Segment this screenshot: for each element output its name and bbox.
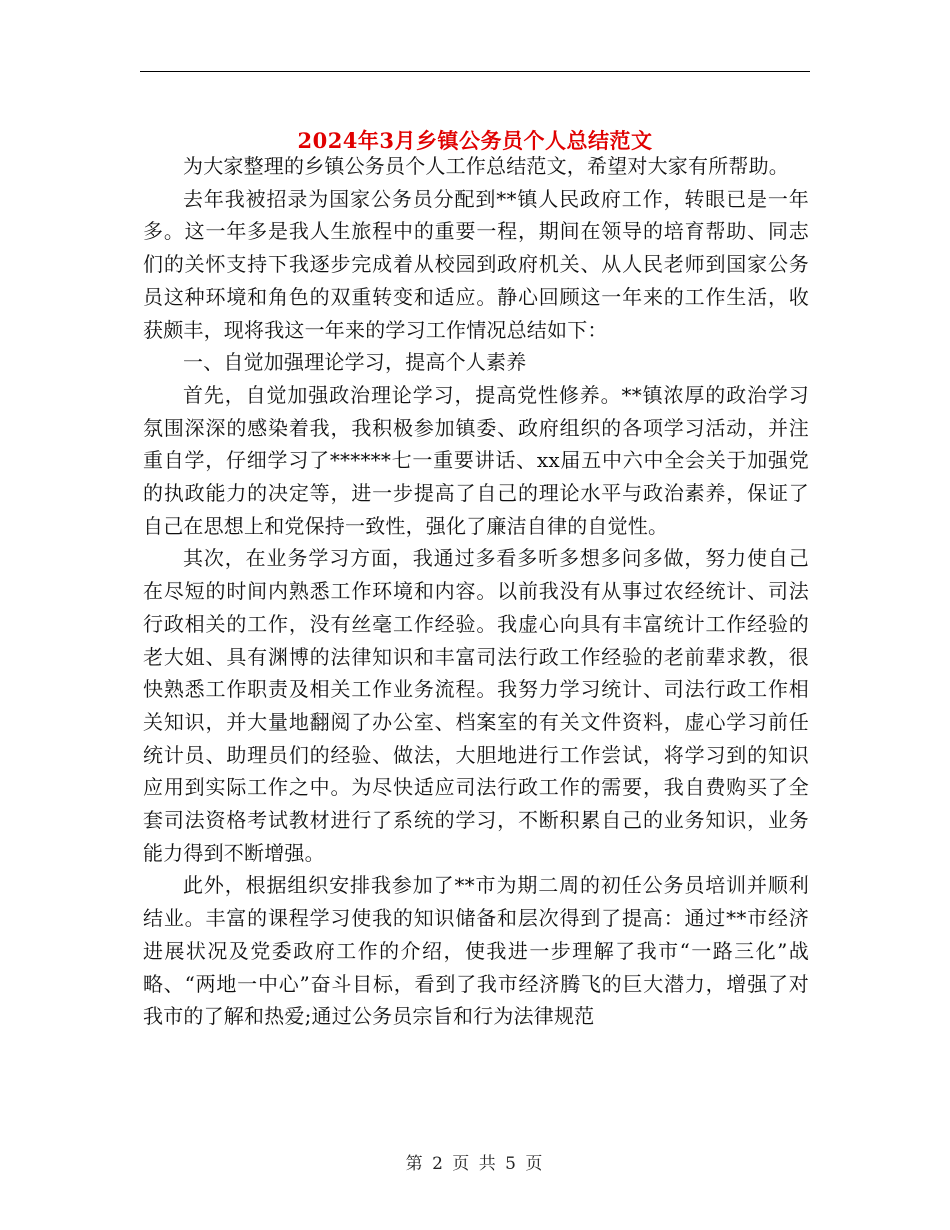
paragraph-intro: 为大家整理的乡镇公务员个人工作总结范文，希望对大家有所帮助。 — [183, 154, 789, 178]
document-title: 2024年3月乡镇公务员个人总结范文 — [297, 128, 653, 154]
paragraph-background: 去年我被招录为国家公务员分配到**镇人民政府工作，转眼已是一年多。这一年多是我人生旅程中的重要一程，期间在领导的培育帮助、同志们的关怀支持下我逐步完成着从校园到政府机关、从人民老师到国家公务员这种环境和角色的双重转变和适应。静心回顾这一年来的工作生活，收获颇丰，现将我这一年来的学习工作情况总结如下： — [143, 186, 809, 342]
header-rule — [140, 71, 810, 72]
page-number-footer: 第 2 页 共 5 页 — [405, 1154, 545, 1174]
section-heading-1: 一、自觉加强理论学习，提高个人素养 — [183, 350, 527, 375]
document-body — [143, 150, 809, 1033]
paragraph-training: 此外，根据组织安排我参加了**市为期二周的初任公务员培训并顺利结业。丰富的课程学习使我的知识储备和层次得到了提高：通过**市经济进展状况及党委政府工作的介绍，使我进一步理解了我市“一路三化”战略、“两地一中心”奋斗目标，看到了我市经济腾飞的巨大潜力，增强了对我市的了解和热爱;通过公务员宗旨和行为法律规范 — [143, 873, 809, 1029]
paragraph-political-study: 首先，自觉加强政治理论学习，提高党性修养。**镇浓厚的政治学习氛围深深的感染着我，我积极参加镇委、政府组织的各项学习活动，并注重自学，仔细学习了******七一重要讲话、xx届五中六中全会关于加强党的执政能力的决定等，进一步提高了自己的理论水平与政治素养，保证了自己在思想上和党保持一致性，强化了廉洁自律的自觉性。 — [143, 382, 809, 538]
paragraph-business-study: 其次，在业务学习方面，我通过多看多听多想多问多做，努力使自己在尽短的时间内熟悉工作环境和内容。以前我没有从事过农经统计、司法行政相关的工作，没有丝毫工作经验。我虚心向具有丰富统计工作经验的老大姐、具有渊博的法律知识和丰富司法行政工作经验的老前辈求教，很快熟悉工作职责及相关工作业务流程。我努力学习统计、司法行政工作相关知识，并大量地翻阅了办公室、档案室的有关文件资料，虚心学习前任统计员、助理员们的经验、做法，大胆地进行工作尝试，将学习到的知识应用到实际工作之中。为尽快适应司法行政工作的需要，我自费购买了全套司法资格考试教材进行了系统的学习，不断积累自己的业务知识，业务能力得到不断增强。 — [143, 546, 809, 865]
